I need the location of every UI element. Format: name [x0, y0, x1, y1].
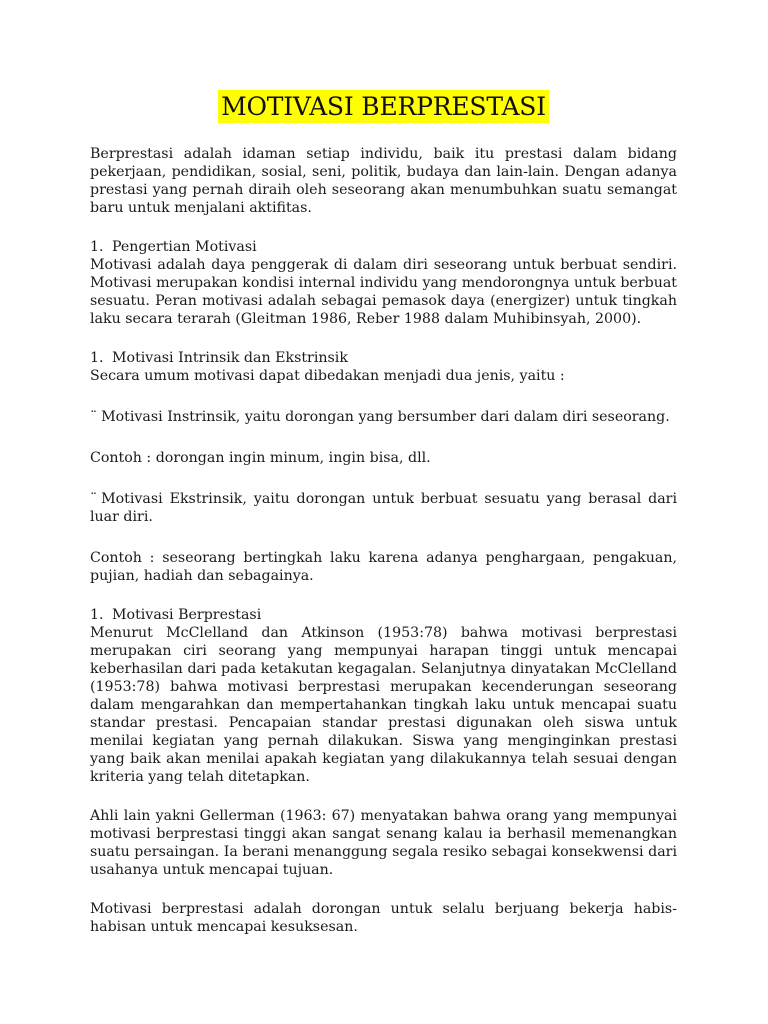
- section-number: 1.: [90, 239, 104, 255]
- section-heading: [90, 238, 677, 256]
- title-container: [90, 90, 677, 123]
- bullet-item-ekstrinsik: [90, 490, 677, 526]
- paragraph-conclusion: Motivasi berprestasi adalah dorongan untuk selalu berjuang bekerja habis-habisan untuk mencapai kesuksesan.: [90, 901, 677, 935]
- bullet-glyph: ¨: [90, 491, 98, 507]
- section-heading-text: Motivasi Intrinsik dan Ekstrinsik: [112, 350, 348, 366]
- section-heading: [90, 606, 677, 624]
- section-number: 1.: [90, 607, 104, 623]
- section-body: Secara umum motivasi dapat dibedakan menjadi dua jenis, yaitu :: [90, 368, 565, 384]
- document-title: MOTIVASI BERPRESTASI: [218, 90, 549, 123]
- section-heading-text: Pengertian Motivasi: [112, 239, 257, 255]
- section-number: 1.: [90, 350, 104, 366]
- paragraph-gellerman: Ahli lain yakni Gellerman (1963: 67) menyatakan bahwa orang yang mempunyai motivasi berprestasi tinggi akan sangat senang kalau ia berhasil memenangkan suatu persaingan. Ia berani menanggung segala resiko sebagai konsekwensi dari usahanya untuk mencapai tujuan.: [90, 808, 677, 878]
- bullet-item-intrinsik: [90, 408, 677, 426]
- intro-paragraph: Berprestasi adalah idaman setiap individu, baik itu prestasi dalam bidang pekerjaan, pendidikan, sosial, seni, politik, budaya dan lain-lain. Dengan adanya prestasi yang pernah diraih oleh seseorang akan menumbuhkan suatu semangat baru untuk menjalani aktifitas.: [90, 146, 677, 216]
- section-body: Motivasi adalah daya penggerak di dalam diri seseorang untuk berbuat sendiri. Motivasi merupakan kondisi internal individu yang mendorongnya untuk berbuat sesuatu. Peran motivasi adalah sebagai pemasok daya (energizer) untuk tingkah laku secara terarah (Gleitman 1986, Reber 1988 dalam Muhibinsyah, 2000).: [90, 257, 677, 327]
- example-ekstrinsik: Contoh : seseorang bertingkah laku karena adanya penghargaan, pengakuan, pujian, hadiah dan sebagainya.: [90, 550, 677, 584]
- section-pengertian-motivasi: [90, 238, 677, 328]
- bullet-item-text: Motivasi Instrinsik, yaitu dorongan yang bersumber dari dalam diri seseorang.: [101, 409, 670, 425]
- section-body: Menurut McClelland dan Atkinson (1953:78) bahwa motivasi berprestasi merupakan ciri seorang yang mempunyai harapan tinggi untuk mencapai keberhasilan dari pada ketakutan kegagalan. Selanjutnya dinyatakan McClelland (1953:78) bahwa motivasi berprestasi merupakan kecenderungan seseorang dalam mengarahkan dan mempertahankan tingkah laku untuk mencapai suatu standar prestasi. Pencapaian standar prestasi digunakan oleh siswa untuk menilai kegiatan yang pernah dilakukan. Siswa yang menginginkan prestasi yang baik akan menilai apakah kegiatan yang dilakukannya telah sesuai dengan kriteria yang telah ditetapkan.: [90, 625, 677, 785]
- intro-block: [90, 145, 677, 217]
- section-intrinsik-ekstrinsik: [90, 349, 677, 585]
- section-motivasi-berprestasi: [90, 606, 677, 936]
- section-heading: [90, 349, 677, 367]
- document-page: [90, 90, 677, 957]
- bullet-glyph: ¨: [90, 409, 98, 425]
- section-heading-text: Motivasi Berprestasi: [112, 607, 262, 623]
- bullet-item-text: Motivasi Ekstrinsik, yaitu dorongan untuk berbuat sesuatu yang berasal dari luar diri.: [90, 491, 677, 525]
- example-intrinsik: Contoh : dorongan ingin minum, ingin bisa, dll.: [90, 450, 431, 466]
